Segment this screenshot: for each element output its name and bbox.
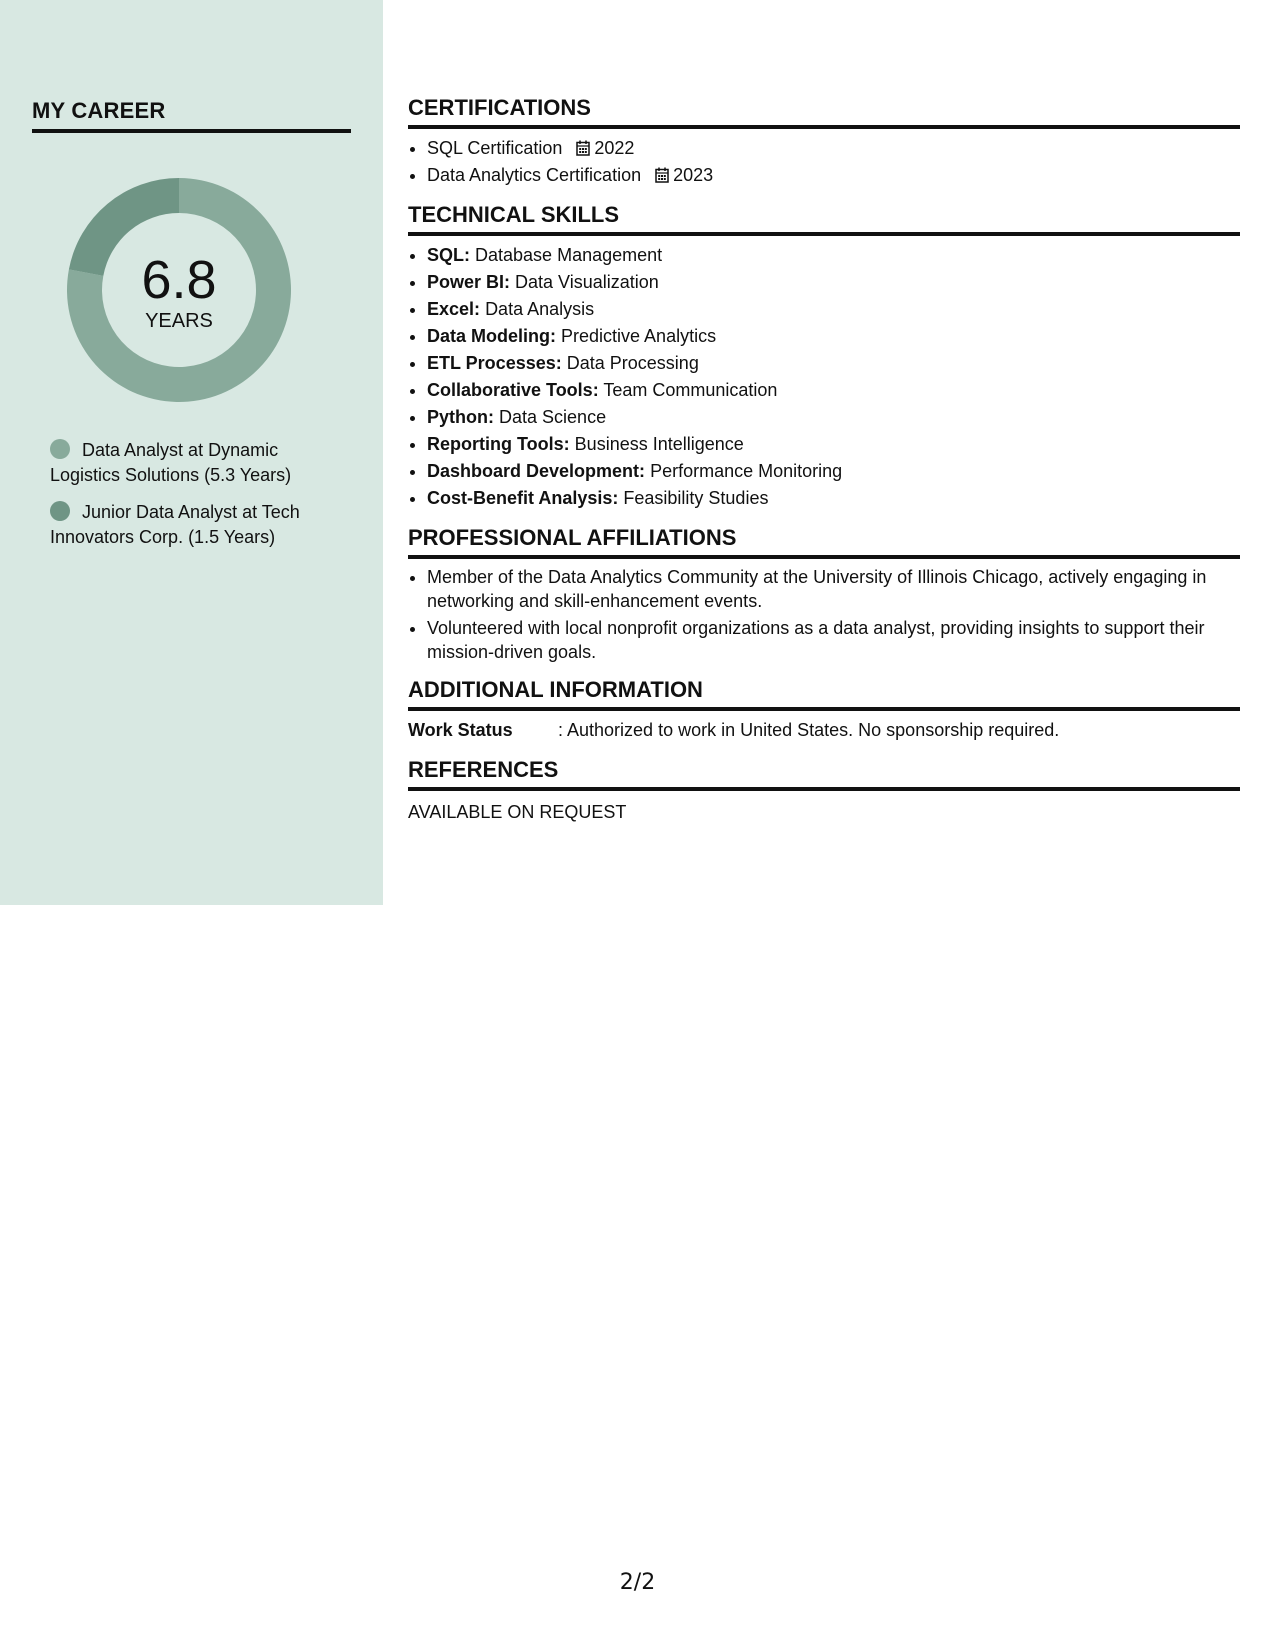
list-item <box>427 404 1240 431</box>
list-item <box>427 162 1240 189</box>
certifications-section <box>408 94 1240 189</box>
skill-name: Reporting Tools: <box>427 434 570 454</box>
list-item <box>427 135 1240 162</box>
certifications-heading: CERTIFICATIONS <box>408 94 1240 129</box>
affiliations-list <box>408 565 1240 664</box>
skills-list <box>408 242 1240 512</box>
career-legend <box>50 438 330 562</box>
work-status-row <box>408 717 1240 744</box>
skill-desc: Team Communication <box>603 380 778 400</box>
skill-desc: Performance Monitoring <box>650 461 843 481</box>
certification-name: Data Analytics Certification <box>427 165 642 185</box>
list-item <box>427 269 1240 296</box>
list-item <box>427 431 1240 458</box>
legend-item <box>50 438 330 488</box>
affiliations-heading: PROFESSIONAL AFFILIATIONS <box>408 524 1240 559</box>
total-years-value: 6.8 <box>141 250 217 310</box>
total-years-unit: YEARS <box>145 310 213 332</box>
calendar-icon <box>576 140 590 156</box>
skill-desc: Data Science <box>499 407 607 427</box>
list-item <box>427 350 1240 377</box>
skill-desc: Data Visualization <box>515 272 659 292</box>
calendar-icon <box>655 167 669 183</box>
skill-desc: Feasibility Studies <box>623 488 769 508</box>
page-number: 2/2 <box>619 1570 656 1595</box>
additional-info-heading: ADDITIONAL INFORMATION <box>408 676 1240 711</box>
skill-name: Data Modeling: <box>427 326 556 346</box>
skill-desc: Database Management <box>475 245 663 265</box>
main-content <box>408 94 1240 838</box>
skill-desc: Predictive Analytics <box>561 326 717 346</box>
skill-name: Python: <box>427 407 494 427</box>
skills-section <box>408 201 1240 512</box>
legend-dot <box>50 439 70 459</box>
work-status-label: Work Status <box>408 720 513 740</box>
additional-info-section <box>408 676 1240 744</box>
list-item: • Member of the Data Analytics Community at the University of Illinois Chicago, actively engaging in networking and skill-enhancement events. <box>427 565 1240 613</box>
skill-name: Dashboard Development: <box>427 461 646 481</box>
donut-center <box>64 175 294 405</box>
list-item <box>427 296 1240 323</box>
certification-name: SQL Certification <box>427 138 563 158</box>
legend-label: Junior Data Analyst at Tech Innovators Corp. (1.5 Years) <box>50 502 300 547</box>
skill-name: Cost-Benefit Analysis: <box>427 488 619 508</box>
work-status-value: : Authorized to work in United States. No sponsorship required. <box>558 720 1060 740</box>
references-text: AVAILABLE ON REQUEST <box>408 802 627 822</box>
skill-desc: Business Intelligence <box>574 434 744 454</box>
references-heading: REFERENCES <box>408 756 1240 791</box>
certifications-list <box>408 135 1240 189</box>
skill-name: Excel: <box>427 299 481 319</box>
legend-item <box>50 500 330 550</box>
list-item <box>427 242 1240 269</box>
skills-heading: TECHNICAL SKILLS <box>408 201 1240 236</box>
skill-desc: Data Analysis <box>485 299 595 319</box>
skill-desc: Data Processing <box>566 353 699 373</box>
skill-name: Power BI: <box>427 272 511 292</box>
skill-name: SQL: <box>427 245 470 265</box>
career-heading: MY CAREER <box>32 98 351 133</box>
certification-year: 2023 <box>673 165 714 185</box>
skill-name: Collaborative Tools: <box>427 380 599 400</box>
affiliations-section <box>408 524 1240 664</box>
legend-label: Data Analyst at Dynamic Logistics Solutions (5.3 Years) <box>50 440 292 485</box>
list-item: • Volunteered with local nonprofit organizations as a data analyst, providing insights to support their mission-driven goals. <box>427 616 1240 664</box>
list-item <box>427 377 1240 404</box>
legend-dot <box>50 501 70 521</box>
certification-year: 2022 <box>594 138 635 158</box>
list-item <box>427 323 1240 350</box>
sidebar <box>0 0 383 905</box>
references-section <box>408 756 1240 826</box>
list-item <box>427 485 1240 512</box>
skill-name: ETL Processes: <box>427 353 562 373</box>
career-donut-chart <box>64 175 294 405</box>
list-item <box>427 458 1240 485</box>
